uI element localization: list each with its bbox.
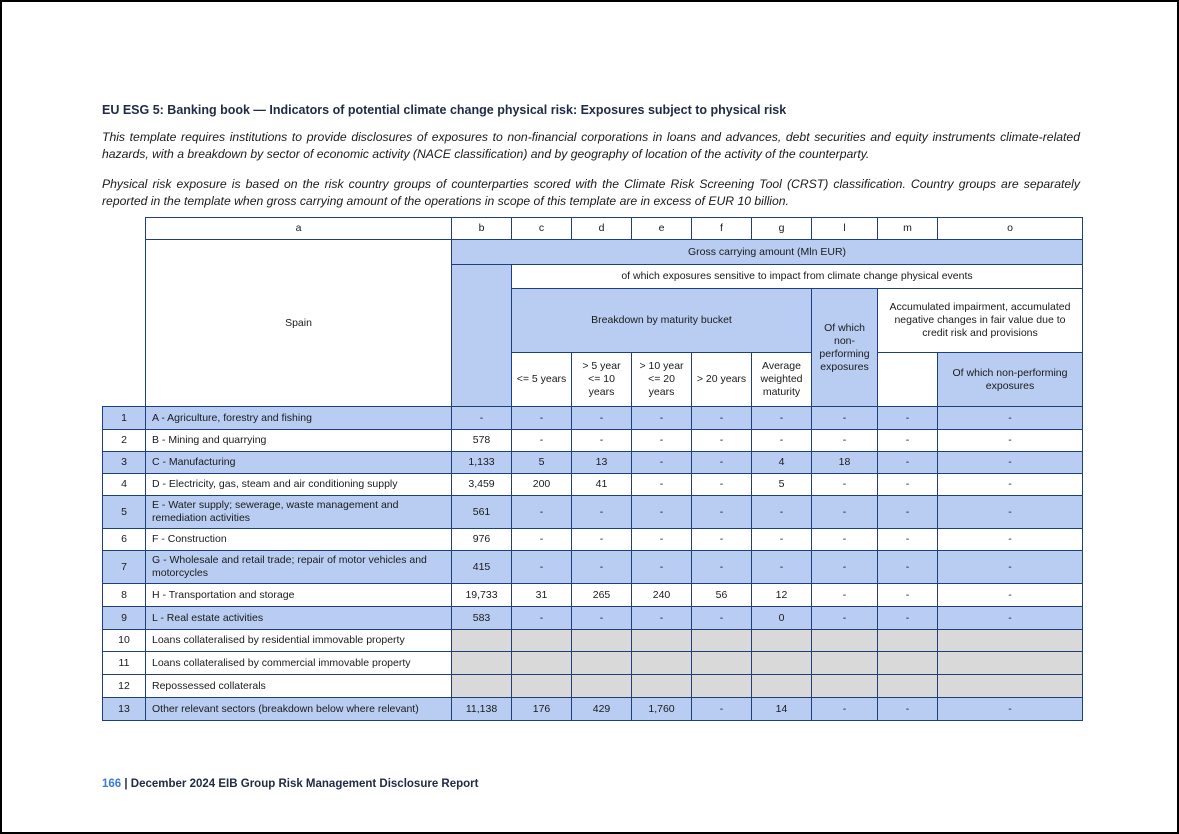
table-cell: [938, 652, 1083, 675]
table-cell: -: [878, 452, 938, 474]
col-letter: c: [512, 218, 572, 240]
row-label: L - Real estate activities: [146, 607, 452, 630]
table-cell: -: [938, 496, 1083, 529]
table-cell: 14: [752, 698, 812, 721]
table-cell: -: [692, 698, 752, 721]
row-number: 4: [103, 474, 146, 496]
table-cell: -: [812, 496, 878, 529]
col-letter: e: [632, 218, 692, 240]
table-cell: [878, 675, 938, 698]
table-cell: -: [632, 407, 692, 430]
table-cell: 41: [572, 474, 632, 496]
table-cell: 18: [812, 452, 878, 474]
table-cell: -: [878, 474, 938, 496]
footer: [102, 778, 478, 790]
table-cell: -: [812, 551, 878, 584]
table-cell: [512, 652, 572, 675]
table-cell: 415: [452, 551, 512, 584]
table-cell: -: [812, 430, 878, 452]
table-cell: 56: [692, 584, 752, 607]
table-cell: -: [632, 474, 692, 496]
table-row: [103, 551, 1083, 584]
row-number: 13: [103, 698, 146, 721]
table-cell: 200: [512, 474, 572, 496]
table-cell: -: [692, 607, 752, 630]
table-cell: -: [878, 607, 938, 630]
table-cell: -: [938, 452, 1083, 474]
table-cell: -: [878, 529, 938, 551]
table-cell: [812, 630, 878, 652]
table-cell: 583: [452, 607, 512, 630]
header-impairment-non-performing: Of which non-performing exposures: [938, 353, 1083, 407]
header-bucket: > 10 year <= 20 years: [632, 353, 692, 407]
table-cell: 19,733: [452, 584, 512, 607]
table-cell: -: [938, 407, 1083, 430]
table-cell: [692, 652, 752, 675]
table-cell: [452, 652, 512, 675]
table-cell: 11,138: [452, 698, 512, 721]
page-title: EU ESG 5: Banking book — Indicators of potential climate change physical risk: Exposures subject to physical risk: [102, 103, 787, 117]
table-cell: 31: [512, 584, 572, 607]
table-cell: -: [938, 698, 1083, 721]
table-cell: -: [632, 496, 692, 529]
row-number: 3: [103, 452, 146, 474]
table-cell: -: [812, 529, 878, 551]
table-cell: -: [938, 430, 1083, 452]
table-cell: [878, 630, 938, 652]
methodology-paragraph: Physical risk exposure is based on the risk country groups of counterparties scored with the Climate Risk Screening Tool (CRST) classification. Country groups are separately reported in the template when gross carrying amount of the operations in scope of this template are in excess of EUR 10 billion.: [102, 177, 1080, 208]
table-cell: -: [752, 529, 812, 551]
table-cell: [452, 630, 512, 652]
table-cell: [692, 675, 752, 698]
table-cell: [572, 630, 632, 652]
header-bucket: > 20 years: [692, 353, 752, 407]
table-cell: [812, 652, 878, 675]
table-cell: -: [812, 474, 878, 496]
table-cell: -: [812, 407, 878, 430]
footer-separator: |: [121, 778, 131, 790]
table-row: [103, 407, 1083, 430]
row-number: 2: [103, 430, 146, 452]
table-row: [103, 474, 1083, 496]
table-cell: 5: [512, 452, 572, 474]
table-row: [103, 584, 1083, 607]
table-cell: -: [752, 430, 812, 452]
row-number: 1: [103, 407, 146, 430]
row-number: 8: [103, 584, 146, 607]
header-accumulated-impairment: Accumulated impairment, accumulated negative changes in fair value due to credit risk and provisions: [878, 289, 1083, 353]
physical-risk-table: [102, 217, 1083, 721]
table-cell: 12: [752, 584, 812, 607]
intro-paragraph: This template requires institutions to provide disclosures of exposures to non-financial corporations in loans and advances, debt securities and equity instruments climate-related hazards, with a breakdown by sector of economic activity (NACE classification) and by geography of location of the activity of the counterparty.: [102, 130, 1080, 161]
table-cell: -: [572, 551, 632, 584]
table-cell: -: [572, 529, 632, 551]
table-cell: -: [878, 496, 938, 529]
col-letter: d: [572, 218, 632, 240]
row-header-country: Spain: [146, 240, 452, 407]
table-row: [103, 607, 1083, 630]
footer-title: December 2024 EIB Group Risk Management Disclosure Report: [130, 778, 479, 790]
table-cell: 1,760: [632, 698, 692, 721]
table-cell: [752, 652, 812, 675]
row-label: H - Transportation and storage: [146, 584, 452, 607]
table-cell: -: [878, 407, 938, 430]
table-cell: -: [512, 430, 572, 452]
table-cell: -: [692, 529, 752, 551]
col-letter: b: [452, 218, 512, 240]
row-label: C - Manufacturing: [146, 452, 452, 474]
row-label: F - Construction: [146, 529, 452, 551]
table-cell: 561: [452, 496, 512, 529]
col-letter: g: [752, 218, 812, 240]
table-cell: -: [692, 452, 752, 474]
col-letter: l: [812, 218, 878, 240]
table-cell: -: [878, 551, 938, 584]
row-label: E - Water supply; sewerage, waste management and remediation activities: [146, 496, 452, 529]
table-cell: -: [512, 607, 572, 630]
col-letter: f: [692, 218, 752, 240]
row-label: B - Mining and quarrying: [146, 430, 452, 452]
row-number: 9: [103, 607, 146, 630]
table-cell: -: [512, 407, 572, 430]
row-number: 6: [103, 529, 146, 551]
table-cell: 1,133: [452, 452, 512, 474]
table-row: [103, 430, 1083, 452]
table-cell: 578: [452, 430, 512, 452]
header-bucket: <= 5 years: [512, 353, 572, 407]
table-cell: [878, 652, 938, 675]
table-cell: [452, 675, 512, 698]
col-letter: m: [878, 218, 938, 240]
table-cell: [572, 675, 632, 698]
table-body: [103, 407, 1083, 721]
table-cell: -: [938, 584, 1083, 607]
page-number: 166: [102, 778, 122, 790]
row-label: Loans collateralised by residential immovable property: [146, 630, 452, 652]
table-cell: 176: [512, 698, 572, 721]
row-number: 12: [103, 675, 146, 698]
table-cell: -: [692, 496, 752, 529]
column-letters-row: [103, 218, 1083, 240]
table-cell: -: [632, 551, 692, 584]
header-sensitive-exposures: of which exposures sensitive to impact from climate change physical events: [512, 265, 1083, 289]
table-cell: 265: [572, 584, 632, 607]
row-label: A - Agriculture, forestry and fishing: [146, 407, 452, 430]
table-cell: -: [512, 551, 572, 584]
row-label: D - Electricity, gas, steam and air conditioning supply: [146, 474, 452, 496]
table-cell: [632, 675, 692, 698]
table-cell: 3,459: [452, 474, 512, 496]
table-cell: -: [512, 496, 572, 529]
table-cell: -: [632, 430, 692, 452]
row-number: 7: [103, 551, 146, 584]
header-gross-carrying-amount: Gross carrying amount (Mln EUR): [452, 240, 1083, 265]
table-cell: -: [812, 698, 878, 721]
table-cell: -: [752, 496, 812, 529]
table-cell: -: [692, 407, 752, 430]
table-row: [103, 452, 1083, 474]
row-label: Repossessed collaterals: [146, 675, 452, 698]
corner-cell: [103, 240, 146, 407]
table-cell: -: [512, 529, 572, 551]
table-cell: 5: [752, 474, 812, 496]
table-cell: -: [692, 430, 752, 452]
corner-cell: [103, 218, 146, 240]
table-cell: -: [572, 430, 632, 452]
row-number: 10: [103, 630, 146, 652]
table-cell: -: [812, 584, 878, 607]
row-number: 5: [103, 496, 146, 529]
table-cell: -: [572, 496, 632, 529]
table-row: [103, 698, 1083, 721]
table-row: [103, 652, 1083, 675]
table-cell: -: [452, 407, 512, 430]
table-cell: 240: [632, 584, 692, 607]
row-label: G - Wholesale and retail trade; repair of motor vehicles and motorcycles: [146, 551, 452, 584]
table-cell: [812, 675, 878, 698]
row-label: Loans collateralised by commercial immovable property: [146, 652, 452, 675]
table-cell: 13: [572, 452, 632, 474]
table-row: [103, 630, 1083, 652]
table-cell: -: [812, 607, 878, 630]
table-cell: [572, 652, 632, 675]
col-letter: o: [938, 218, 1083, 240]
header-non-performing: Of which non-performing exposures: [812, 289, 878, 407]
table-cell: [752, 675, 812, 698]
table-cell: -: [572, 607, 632, 630]
table-cell: -: [572, 407, 632, 430]
table-cell: -: [878, 698, 938, 721]
table-cell: -: [692, 551, 752, 584]
table-cell: -: [938, 529, 1083, 551]
header-impairment-blank: [878, 353, 938, 407]
table-cell: -: [752, 407, 812, 430]
table-cell: -: [632, 607, 692, 630]
table-cell: [692, 630, 752, 652]
table-cell: -: [692, 474, 752, 496]
table-cell: -: [938, 551, 1083, 584]
table-cell: -: [878, 430, 938, 452]
header-bucket: > 5 year <= 10 years: [572, 353, 632, 407]
table-cell: [512, 630, 572, 652]
table-cell: 0: [752, 607, 812, 630]
col-letter: a: [146, 218, 452, 240]
table-cell: [632, 630, 692, 652]
table-cell: -: [632, 529, 692, 551]
table-cell: 4: [752, 452, 812, 474]
table-cell: [938, 630, 1083, 652]
table-cell: -: [878, 584, 938, 607]
header-maturity-breakdown: Breakdown by maturity bucket: [512, 289, 812, 353]
table-cell: [752, 630, 812, 652]
table-cell: 976: [452, 529, 512, 551]
row-number: 11: [103, 652, 146, 675]
table-cell: [512, 675, 572, 698]
table-cell: -: [938, 474, 1083, 496]
row-label: Other relevant sectors (breakdown below where relevant): [146, 698, 452, 721]
table-cell: 429: [572, 698, 632, 721]
table-cell: -: [938, 607, 1083, 630]
table-cell: -: [752, 551, 812, 584]
table-row: [103, 675, 1083, 698]
table-cell: -: [632, 452, 692, 474]
table-cell: [938, 675, 1083, 698]
header-bucket: Average weighted maturity: [752, 353, 812, 407]
header-gross-blank: [452, 265, 512, 407]
table-row: [103, 496, 1083, 529]
table-cell: [632, 652, 692, 675]
table-row: [103, 529, 1083, 551]
